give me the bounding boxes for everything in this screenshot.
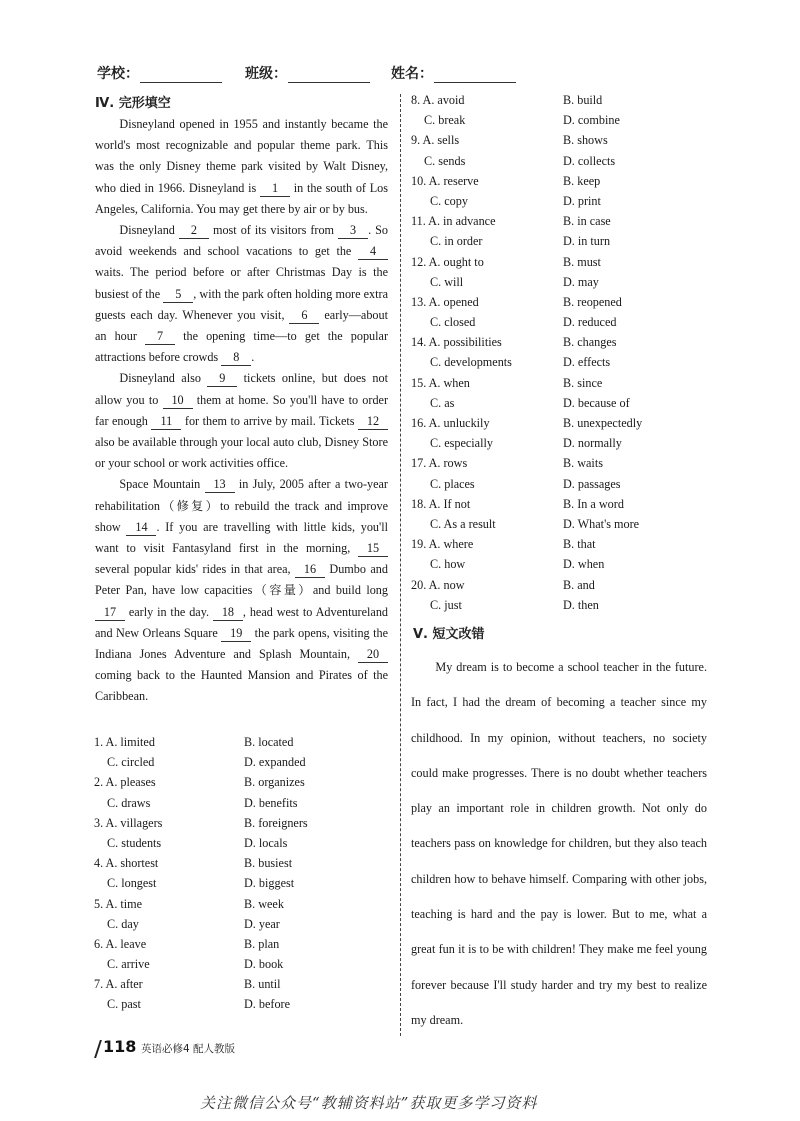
option-1-b: B. located [244, 735, 294, 749]
text-run: several popular kids' rides in that area, [95, 562, 295, 577]
option-15-a: 15. A. when [411, 375, 470, 390]
text-run: the park opens, visiting the Indiana Jones Adventure and Splash Mountain, [95, 625, 388, 662]
option-20-b: B. and [563, 577, 595, 592]
option-4-d: D. biggest [244, 876, 295, 891]
blank-14: 14 [126, 520, 156, 536]
option-11-a: 11. A. in advance [411, 214, 496, 229]
cloze-paragraph-3 [95, 368, 388, 474]
school-label: 学校： [97, 66, 139, 82]
option-row-7-cd [94, 994, 390, 1014]
name-label: 姓名： [391, 66, 433, 82]
correction-section-title: Ⅴ. 短文改错 [413, 627, 485, 642]
option-row-5-cd [94, 914, 390, 934]
option-4-a: 4. A. shortest [94, 856, 159, 871]
text-run: them at home. So you'll have to order far enough [95, 392, 389, 428]
option-row-15-ab [411, 373, 711, 393]
option-row-16-cd [411, 433, 711, 453]
option-19-c: C. how [430, 557, 466, 572]
option-8-c: C. break [424, 113, 466, 128]
text-run: Space Mountain [119, 477, 205, 492]
option-row-10-ab [411, 171, 711, 191]
option-7-c: C. past [107, 997, 141, 1012]
cloze-paragraph-4 [95, 474, 388, 707]
cloze-paragraph-2 [95, 220, 388, 368]
blank-2: 2 [179, 223, 209, 239]
blank-1: 1 [260, 181, 290, 197]
text-run: Disneyland also [119, 371, 208, 386]
class-blank [288, 68, 370, 83]
option-5-a: 5. A. time [94, 896, 143, 911]
option-3-d: D. locals [244, 835, 288, 850]
option-19-d: D. when [563, 557, 605, 572]
blank-13: 13 [205, 477, 235, 493]
option-2-d: D. benefits [244, 795, 298, 810]
option-row-11-cd [411, 231, 711, 251]
option-15-b: B. since [563, 375, 603, 390]
option-5-b: B. week [244, 896, 284, 911]
text-run: . [251, 350, 255, 365]
blank-11: 11 [151, 414, 181, 430]
option-13-b: B. reopened [563, 294, 622, 309]
option-9-b: B. shows [563, 133, 608, 148]
option-row-19-cd [411, 554, 711, 574]
option-row-18-ab [411, 494, 711, 514]
text-run: for them to arrive by mail. Tickets [181, 413, 358, 428]
text-run: coming back to the Haunted Mansion and Pirates of the Caribbean. [95, 668, 388, 704]
option-7-d: D. before [244, 997, 291, 1012]
option-row-15-cd [411, 393, 711, 413]
option-10-a: 10. A. reserve [411, 173, 479, 188]
column-divider [400, 94, 401, 1036]
option-3-a: 3. A. villagers [94, 815, 163, 830]
options-left [94, 732, 390, 1015]
blank-5: 5 [163, 287, 193, 303]
option-6-d: D. book [244, 957, 284, 972]
option-row-10-cd [411, 191, 711, 211]
option-row-12-ab [411, 252, 711, 272]
text-run: Disneyland [119, 223, 179, 238]
option-8-b: B. build [563, 93, 603, 107]
text-run: most of its visitors from [208, 223, 339, 238]
text-run: , with the park often holding more extra guests each day. Whenever you visit, [95, 286, 388, 322]
blank-15: 15 [358, 541, 388, 557]
option-6-c: C. arrive [107, 957, 150, 972]
option-row-19-ab [411, 534, 711, 554]
text-run: Dumbo and Peter Pan, have low capacities（容量）and build long [95, 562, 388, 598]
option-13-a: 13. A. opened [411, 294, 479, 309]
text-run: in July, 2005 after a two-year rehabilitation（修复）to rebuild the track and improve show [95, 477, 388, 534]
text-run: , head west to Adventureland and New Orleans Square [95, 604, 389, 640]
option-16-a: 16. A. unluckily [411, 416, 490, 430]
cloze-section-title: Ⅳ. 完形填空 [95, 96, 171, 111]
option-10-b: B. keep [563, 173, 601, 188]
option-row-14-ab [411, 332, 711, 352]
option-15-c: C. as [430, 395, 455, 410]
option-2-b: B. organizes [244, 775, 305, 790]
name-blank [434, 68, 516, 83]
cloze-paragraph-1 [95, 114, 388, 220]
option-row-18-cd [411, 514, 711, 534]
option-row-13-cd [411, 312, 711, 332]
text-run: also be available through your local auto club, Disney Store or your school or work activities office. [95, 435, 388, 471]
option-1-c: C. circled [107, 755, 155, 770]
option-8-d: D. combine [563, 113, 620, 128]
option-17-a: 17. A. rows [411, 456, 468, 471]
options-right [411, 90, 711, 615]
option-row-8-cd [411, 110, 711, 130]
option-row-20-ab [411, 575, 711, 595]
option-row-1-ab [94, 732, 390, 752]
cloze-passage [95, 114, 388, 708]
option-12-c: C. will [430, 274, 464, 289]
option-row-4-ab [94, 853, 390, 873]
page-number: 118 [103, 1037, 137, 1056]
option-12-a: 12. A. ought to [411, 254, 484, 269]
option-row-6-ab [94, 934, 390, 954]
blank-18: 18 [213, 605, 243, 621]
option-row-14-cd [411, 352, 711, 372]
option-14-b: B. changes [563, 335, 617, 350]
option-1-a: 1. A. limited [94, 735, 155, 749]
blank-6: 6 [289, 308, 319, 324]
option-6-a: 6. A. leave [94, 936, 147, 951]
option-19-a: 19. A. where [411, 537, 474, 552]
blank-3: 3 [338, 223, 368, 239]
text-run: early—about an hour [95, 307, 388, 344]
option-12-b: B. must [563, 254, 601, 269]
blank-20: 20 [358, 647, 388, 663]
option-18-d: D. What's more [563, 516, 640, 531]
bottom-note: 关注微信公众号“教辅资料站”获取更多学习资料 [200, 1094, 538, 1112]
blank-19: 19 [221, 626, 251, 642]
option-1-d: D. expanded [244, 755, 306, 770]
option-9-c: C. sends [424, 153, 466, 168]
option-16-d: D. normally [563, 436, 622, 451]
option-15-d: D. because of [563, 395, 630, 410]
option-14-d: D. effects [563, 355, 611, 370]
text-run: tickets online, but does not allow you to [95, 371, 388, 407]
option-row-4-cd [94, 873, 390, 893]
option-18-a: 18. A. If not [411, 496, 471, 511]
blank-12: 12 [358, 414, 388, 430]
option-11-b: B. in case [563, 214, 611, 229]
blank-16: 16 [295, 562, 325, 578]
text-run: . If you are travelling with little kids, you'll want to visit Fantasyland first in the morning, [95, 519, 388, 556]
option-10-c: C. copy [430, 193, 468, 208]
option-16-c: C. especially [430, 436, 493, 451]
option-row-11-ab [411, 211, 711, 231]
blank-10: 10 [163, 393, 193, 409]
text-run: early in the day. [125, 604, 213, 619]
option-3-b: B. foreigners [244, 815, 308, 830]
option-row-3-cd [94, 833, 390, 853]
text-run: . So avoid weekends and school vacations to get the [95, 223, 389, 259]
name-field [391, 63, 516, 83]
option-row-5-ab [94, 894, 390, 914]
text-run: waits. The period before or after Christmas Day is the busiest of the [95, 265, 388, 301]
option-10-d: D. print [563, 193, 601, 208]
option-11-c: C. in order [430, 234, 483, 249]
option-17-b: B. waits [563, 456, 603, 471]
correction-passage: My dream is to become a school teacher in the future. In fact, I had the dream of becoming a teacher since my childhood. In my opinion, without teachers, no society could make progresses. There is no doubt whether teachers play an important role in children growth. Not only do teachers pass on knowledge for children, but they also teach children how to behave himself. Comparing with other jobs, teaching is hard and the pay is lower. But to me, what a great fun it is to be with children! They make me feel young forever because I'll study harder and try my best to realize my dream. [411, 660, 707, 1027]
blank-4: 4 [358, 244, 388, 260]
option-18-c: C. As a result [430, 516, 496, 531]
blank-7: 7 [145, 329, 175, 345]
text-run: Disneyland opened in 1955 and instantly became the world's most recognizable and popular theme park. This was the only Disney theme park visited by Walt Disney, who died in 1966. Disneyland is [95, 117, 388, 195]
blank-9: 9 [207, 371, 237, 387]
option-row-16-ab [411, 413, 711, 433]
option-14-c: C. developments [430, 355, 512, 370]
option-row-7-ab [94, 974, 390, 994]
option-row-8-ab [411, 90, 711, 110]
text-run: the opening time—to get the popular attractions before crowds [95, 329, 388, 365]
option-6-b: B. plan [244, 936, 280, 951]
book-label: 英语必修4 配人教版 [141, 1043, 236, 1055]
option-13-c: C. closed [430, 315, 476, 330]
option-16-b: B. unexpectedly [563, 416, 643, 430]
option-row-9-cd [411, 151, 711, 171]
option-row-2-cd [94, 793, 390, 813]
option-17-c: C. places [430, 476, 475, 491]
option-17-d: D. passages [563, 476, 621, 491]
option-row-13-ab [411, 292, 711, 312]
option-row-6-cd [94, 954, 390, 974]
option-3-c: C. students [107, 835, 162, 850]
blank-8: 8 [221, 350, 251, 366]
school-field [97, 63, 222, 83]
text-run: in the south of Los Angeles, California. You may get there by air or by bus. [95, 180, 389, 216]
option-row-17-cd [411, 474, 711, 494]
school-blank [140, 68, 222, 83]
option-18-b: B. In a word [563, 496, 624, 511]
option-12-d: D. may [563, 274, 599, 289]
class-label: 班级： [245, 66, 287, 82]
option-13-d: D. reduced [563, 315, 617, 330]
option-row-1-cd [94, 752, 390, 772]
option-11-d: D. in turn [563, 234, 611, 249]
option-row-2-ab [94, 772, 390, 792]
option-7-a: 7. A. after [94, 977, 143, 992]
blank-17: 17 [95, 605, 125, 621]
option-19-b: B. that [563, 537, 596, 552]
option-row-17-ab [411, 453, 711, 473]
option-row-9-ab [411, 130, 711, 150]
option-20-a: 20. A. now [411, 577, 465, 592]
option-9-a: 9. A. sells [411, 133, 460, 148]
option-14-a: 14. A. possibilities [411, 335, 502, 350]
option-2-a: 2. A. pleases [94, 775, 156, 790]
option-7-b: B. until [244, 977, 281, 992]
option-5-c: C. day [107, 916, 139, 931]
option-4-c: C. longest [107, 876, 157, 891]
option-9-d: D. collects [563, 153, 616, 168]
class-field [245, 63, 370, 83]
option-row-3-ab [94, 813, 390, 833]
option-4-b: B. busiest [244, 856, 293, 871]
option-row-12-cd [411, 272, 711, 292]
option-8-a: 8. A. avoid [411, 93, 465, 107]
option-2-c: C. draws [107, 795, 151, 810]
footer-slash [94, 1040, 101, 1058]
option-20-d: D. then [563, 597, 599, 612]
option-row-20-cd [411, 595, 711, 615]
option-20-c: C. just [430, 597, 462, 612]
option-5-d: D. year [244, 916, 280, 931]
header [97, 63, 737, 83]
